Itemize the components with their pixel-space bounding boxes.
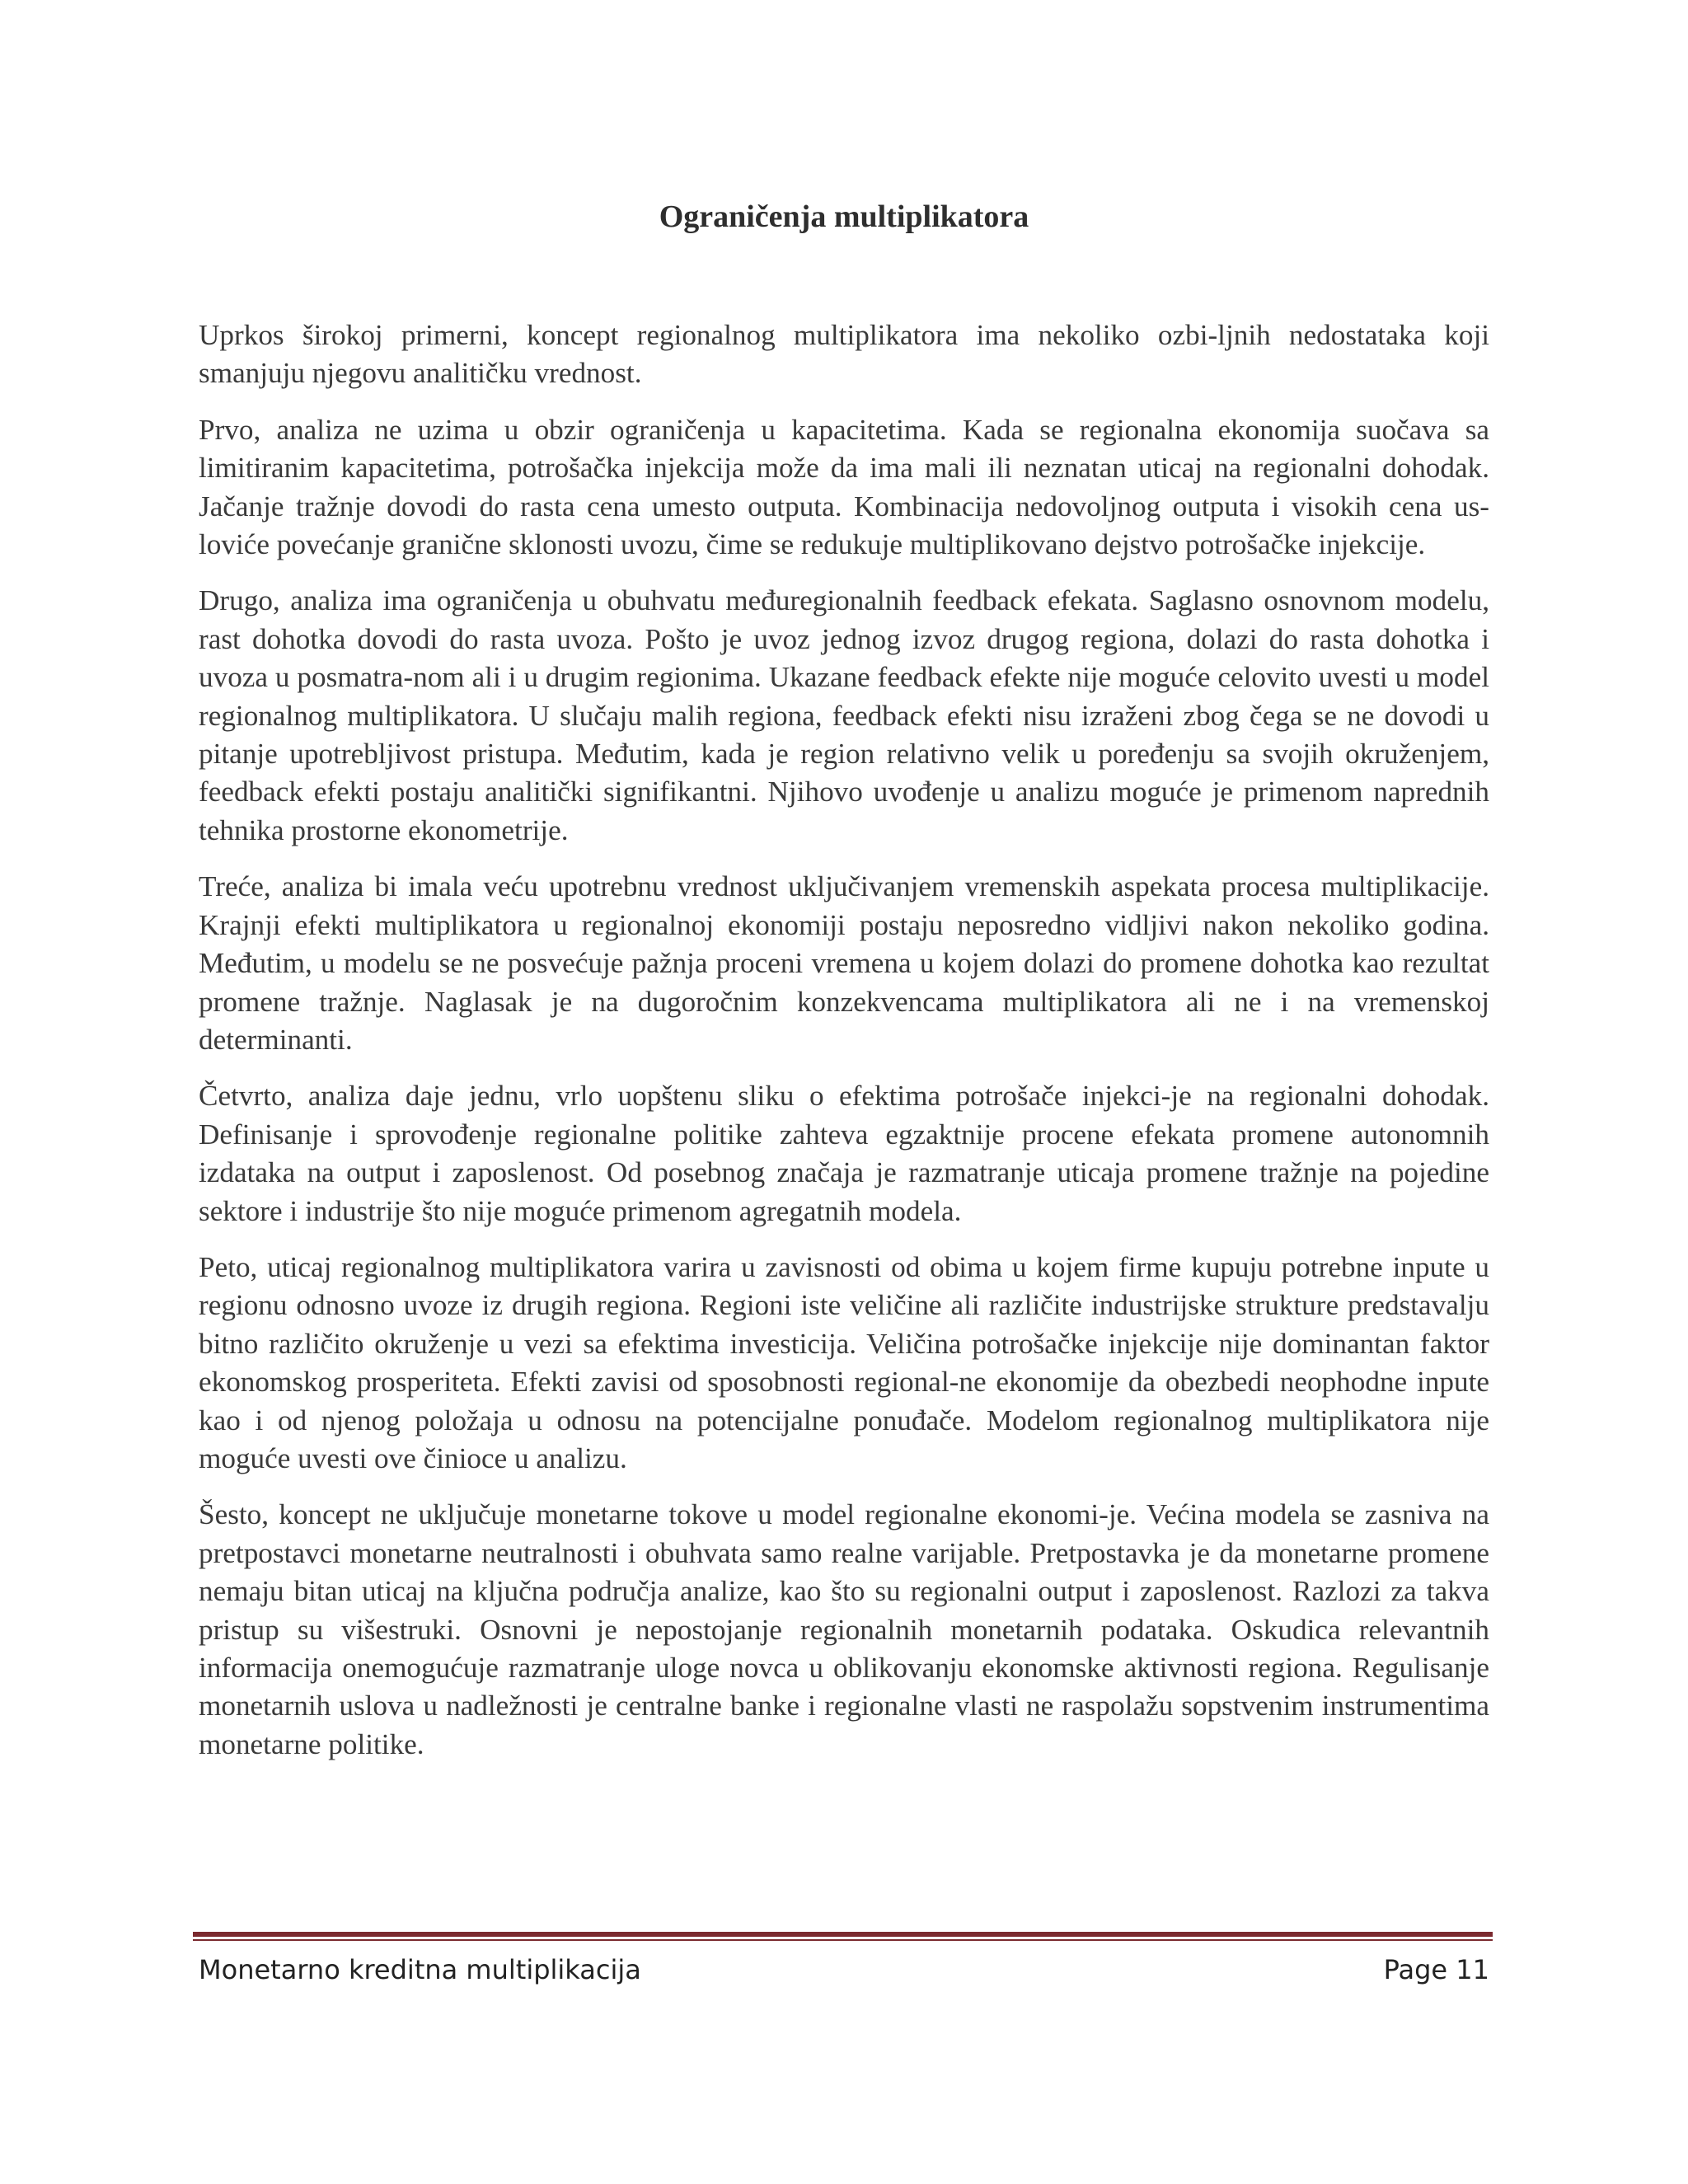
paragraph-intro: Uprkos širokoj primerni, koncept regionalnog multiplikatora ima nekoliko ozbi-ljnih nedostataka koji smanjuju njegovu analitičku vrednost. <box>199 319 1489 390</box>
footer-page-number: Page 11 <box>1383 1954 1489 1985</box>
paragraph-first: Prvo, analiza ne uzima u obzir ograničenja u kapacitetima. Kada se regionalna ekonomija suočava sa limitiranim kapacitetima, potrošačka injekcija može da ima mali ili neznatan uticaj na regionalni dohodak. Jačanje tražnje dovodi do rasta cena umesto outputa. Kombinacija nedovoljnog outputa i visokih cena us-loviće povećanje granične sklonosti uvozu, čime se redukuje multiplikovano dejstvo potrošačke injekcije. <box>199 413 1489 561</box>
paragraph-second: Drugo, analiza ima ograničenja u obuhvatu međuregionalnih feedback efekata. Saglasno osnovnom modelu, rast dohotka dovodi do rasta uvoza. Pošto je uvoz jednog izvoz drugog regiona, dolazi do rasta dohotka i uvoza u posmatra-nom ali i u drugim regionima. Ukazane feedback efekte nije moguće celovito uvesti u model regionalnog multiplikatora. U slučaju malih regiona, feedback efekti nisu izraženi zbog čega se ne dovodi u pitanje upotrebljivost pristupa. Međutim, kada je region relativno velik u poređenju sa svojih okruženjem, feedback efekti postaju analitički signifikantni. Njihovo uvođenje u analizu moguće je primenom naprednih tehnika prostorne ekonometrije. <box>199 584 1489 846</box>
footer-divider-thick <box>193 1932 1493 1937</box>
paragraph-third: Treće, analiza bi imala veću upotrebnu vrednost uključivanjem vremenskih aspekata procesa multiplikacije. Krajnji efekti multiplikatora u regionalnoj ekonomiji postaju neposredno vidljivi nakon nekoliko godina. Međutim, u modelu se ne posvećuje pažnja proceni vremena u kojem dolazi do promene dohotka kao rezultat promene tražnje. Naglasak je na dugoročnim konzekvencama multiplikatora ali ne i na vremenskoj determinanti. <box>199 870 1489 1056</box>
paragraph-fifth: Peto, uticaj regionalnog multiplikatora varira u zavisnosti od obima u kojem firme kupuju potrebne inpute u regionu odnosno uvoze iz drugih regiona. Regioni iste veličine ali različite industrijske strukture predstavalju bitno različito okruženje u vezi sa efektima investicija. Veličina potrošačke injekcije nije dominantan faktor ekonomskog prosperiteta. Efekti zavisi od sposobnosti regional-ne ekonomije da obezbedi neophodne inpute kao i od njenog položaja u odnosu na potencijalne ponuđače. Modelom regionalnog multiplikatora nije moguće uvesti ove činioce u analizu. <box>199 1250 1489 1474</box>
page-footer <box>199 1952 1489 1988</box>
paragraph-sixth: Šesto, koncept ne uključuje monetarne tokove u model regionalne ekonomi-je. Većina modela se zasniva na pretpostavci monetarne neutralnosti i obuhvata samo realne varijable. Pretpostavka je da monetarne promene nemaju bitan uticaj na ključna područja analize, kao što su regionalni output i zaposlenost. Razlozi za takva pristup su višestruki. Osnovni je nepostojanje regionalnih monetarnih podataka. Oskudica relevantnih informacija onemogućuje razmatranje uloge novca u oblikovanju ekonomske aktivnosti regiona. Regulisanje monetarnih uslova u nadležnosti je centralne banke i regionalne vlasti ne raspolažu sopstvenim instrumentima monetarne politike. <box>199 1498 1489 1760</box>
footer-document-title: Monetarno kreditna multiplikacija <box>199 1954 641 1985</box>
document-body <box>199 198 1489 1782</box>
footer-divider-thin <box>193 1939 1493 1941</box>
paragraph-fourth: Četvrto, analiza daje jednu, vrlo uopštenu sliku o efektima potrošače injekci-je na regionalni dohodak. Definisanje i sprovođenje regionalne politike zahteva egzaktnije procene efekata promene autonomnih izdataka na output i zaposlenost. Od posebnog značaja je razmatranje uticaja promene tražnje na pojedine sektore i industrije što nije moguće primenom agregatnih modela. <box>199 1080 1489 1227</box>
page-title: Ograničenja multiplikatora <box>659 199 1029 234</box>
